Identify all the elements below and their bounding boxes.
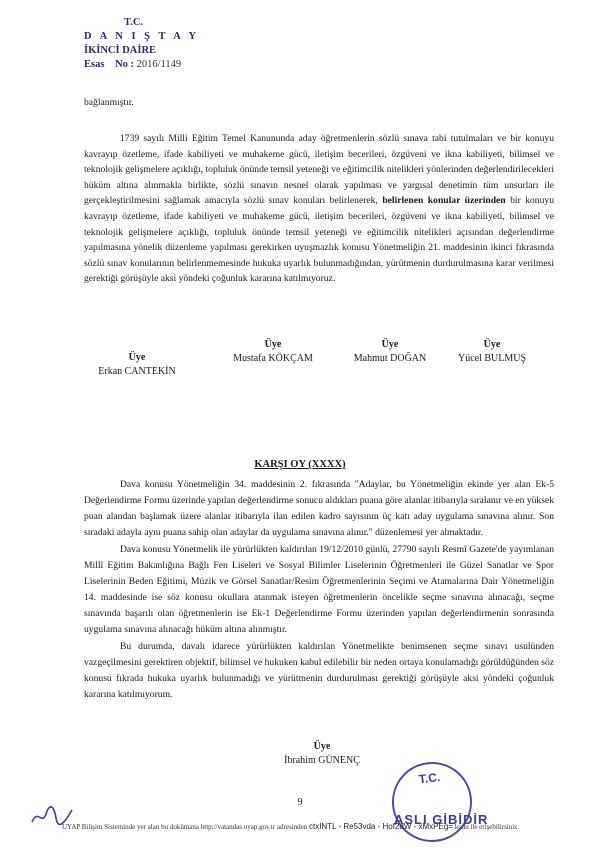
uyap-footer bbox=[62, 822, 519, 831]
signature-name: Mustafa KÖKÇAM bbox=[233, 353, 313, 364]
signature-block-3 bbox=[340, 338, 440, 366]
no-label: No : bbox=[115, 59, 135, 70]
signature-block-2 bbox=[218, 338, 328, 366]
case-number: 2016/1149 bbox=[136, 59, 182, 70]
signature-role: Üye bbox=[264, 339, 282, 350]
signature-role: Üye bbox=[313, 741, 331, 752]
header-court: D A N I Ş T A Y bbox=[84, 31, 200, 42]
continuation-text bbox=[84, 95, 554, 111]
signature-name: Yücel BULMUŞ bbox=[457, 353, 527, 364]
signature-name: Mahmut DOĞAN bbox=[353, 353, 427, 364]
dissent-paragraph-3: Bu durumda, davalı idarece yürürlükten kaldırılan Yönetmelikte benimsenen seçme sınavı usulünden vazgeçilmesini gerektiren objektif, bilimsel ve hukuken kabul edilebilir bir neden ortaya konulamadığı görüldüğünden söz konusu fıkrada hukuka uyarlık bulunmadığı ve yürütmenin durdurulması gerektiği görüşüyle aksi yöndeki çoğunluk kararına katılmıyorum. bbox=[84, 641, 554, 700]
majority-text-b: bir konuyu kavrayıp özetleme, ifade kabiliyeti ve muhakeme gücü, iletişim becerileri, özgüveni ve ikna kabiliyeti, bilimsel ve teknolojik gelişmelere açıklığı, topluluk önünde temsil yeteneği ve eğitimcilik nitelikleri açısından değerlendirme yapılmasına yönelik düzenleme yapılması gerekirken uyuşmazlık konusu Yönetmeliğin 21. maddesinin ikinci fıkrasında sözlü sınav konularının belirlenmemesinde hukuka uyarlık bulunmadığından, yürütmenin durdurulmasına karar verilmesi gerektiği görüşüyle aksi yöndeki çoğunluk kararına katılmıyoruz. bbox=[84, 195, 554, 285]
page-number: 9 bbox=[297, 797, 303, 808]
majority-paragraph bbox=[84, 131, 554, 287]
footer-access-code: ctxINTL - Re53vda - Hof2dW - xMxPEg= bbox=[308, 822, 453, 831]
signature-name: Erkan CANTEKİN bbox=[98, 366, 176, 377]
footer-text-a: UYAP Bilişim Sisteminde yer alan bu dokümana http://vatandas.uyap.gov.tr adresinden bbox=[62, 823, 308, 831]
continuation-line: bağlanmıştır. bbox=[84, 97, 134, 108]
header-chamber: İKİNCİ DAİRE bbox=[84, 45, 157, 56]
dissent-body bbox=[84, 477, 554, 704]
esas-label: Esas bbox=[84, 59, 105, 70]
majority-text-a: 1739 sayılı Milli Eğitim Temel Kanununda aday öğretmenlerin sözlü sınava tabi tutulmaları ve bir konuyu kavrayıp özetleme, ifade kabiliyeti ve muhakeme gücü, iletişim becerileri, özgüveni ve ikna kabiliyeti, bilimsel ve teknolojik gelişmelere açıklığı, topluluk önünde temsil yeteneği ve eğitimcilik nitelikleri yönlerinden değerlendirilecekleri hüküm altına alınmakla birlikte, sözlü sınavın nesnel olarak yapılması ve yargısal denetimin tüm unsurları ile gerçekleştirilmesini sağlamak amacıyla sözlü sınav konuları belirlenerek, bbox=[84, 133, 554, 207]
document-header bbox=[84, 16, 199, 72]
header-case-line bbox=[84, 58, 199, 72]
dissent-signature-block bbox=[262, 740, 382, 768]
dissent-title: KARŞI OY (XXXX) bbox=[254, 459, 346, 470]
dissent-paragraph-1: Dava konusu Yönetmeliğin 34. maddesinin 2. fıkrasında "Adaylar, bu Yönetmeliğin ekinde yer alan Ek-5 Değerlendirme Formu üzerinde yapılan değerlendirme sonucu aldıkları puana göre alanlar itibarıyla sıralanır ve en yüksek puan alandan başlamak üzere alanlar itibarıyla ilan edilen kadro sayısının üç katı aday uygulama sınavına alınır. Son sıradaki adayla aynı puana sahip olan adaylar da uygulama sınavına alınır." düzenlemesi yer almaktadır. bbox=[84, 479, 554, 538]
signature-role: Üye bbox=[128, 352, 146, 363]
majority-bold-phrase: belirlenen konular üzerinden bbox=[382, 195, 506, 207]
header-tc: T.C. bbox=[124, 17, 144, 28]
signature-role: Üye bbox=[381, 339, 399, 350]
dissent-paragraph-2: Dava konusu Yönetmelik ile yürürlükten kaldırılan 19/12/2010 günlü, 27790 sayılı Resmî Gazete'de yayımlanan Millî Eğitim Bakanlığına Bağlı Fen Liseleri ve Sosyal Bilimler Liselerinin Öğretmenleri ile Güzel Sanatlar ve Spor Liselerinin Beden Eğitimi, Müzik ve Görsel Sanatlar/Resim Öğretmenlerinin Seçimi ve Atamalarına Dair Yönetmeliğin 14. maddesinde ise söz konusu okullara atanmak isteyen öğretmenlerin öncelikle seçme sınavına alınacağı, seçme sınavında başarılı olan öğretmenlerin ise Ek-1 Değerlendirme Formu üzerinden yapılan değerlendirmenin sonrasında uygulama sınavına alınacağı hüküm altına alınmıştır. bbox=[84, 544, 554, 635]
signature-block-4 bbox=[442, 338, 542, 366]
signature-name: İbrahim GÜNENÇ bbox=[284, 755, 360, 766]
footer-text-b: kodu ile erişebilirsiniz. bbox=[454, 823, 520, 831]
signature-block-1 bbox=[82, 351, 192, 379]
signature-role: Üye bbox=[483, 339, 501, 350]
stamp-tc: T.C. bbox=[418, 770, 441, 787]
majority-dissent-paragraph bbox=[84, 131, 554, 287]
stamp-text: ASLI GİBİDİR bbox=[394, 812, 489, 827]
